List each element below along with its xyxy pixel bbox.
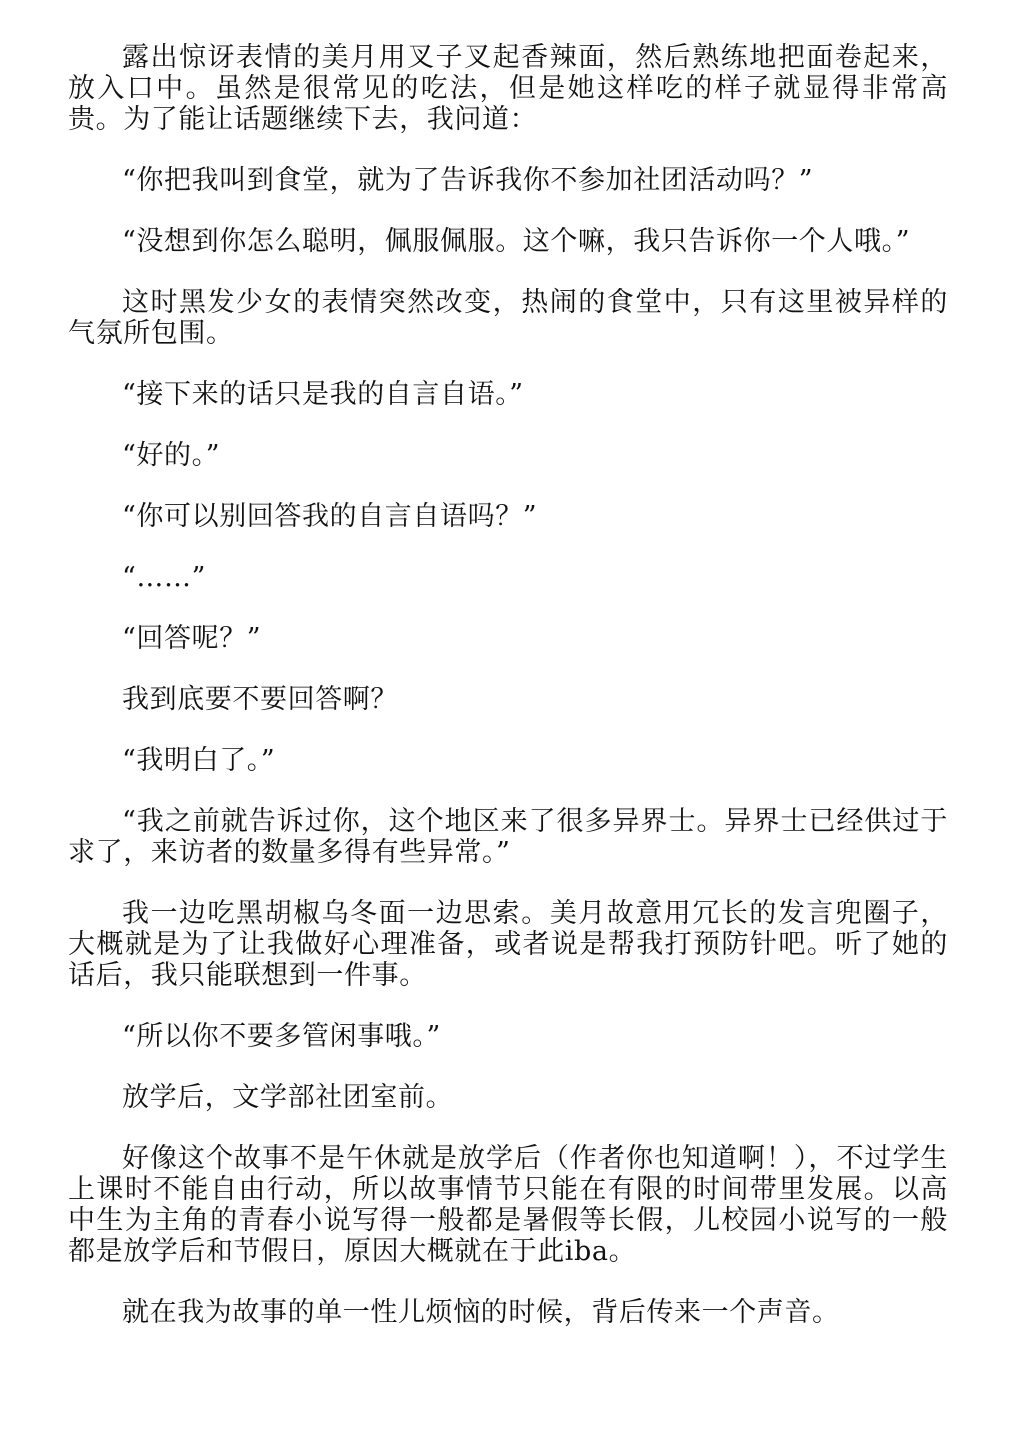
paragraph: “接下来的话只是我的自言自语。” [122,379,524,410]
paragraph: 我一边吃黑胡椒乌冬面一边思索。美月故意用冗长的发言兜圈子，大概就是为了让我做好心理准备，或者说是帮我打预防针吧。听了她的话后，我只能联想到一件事。 [68,898,948,991]
paragraph: 放学后，文学部社团室前。 [122,1082,454,1113]
paragraph: “我之前就告诉过你，这个地区来了很多异界士。异界士已经供过于求了，来访者的数量多得有些异常。” [68,806,948,868]
body-text [68,42,948,1358]
paragraph: 这时黑发少女的表情突然改变，热闹的食堂中，只有这里被异样的气氛所包围。 [68,287,948,349]
paragraph: “所以你不要多管闲事哦。” [122,1021,441,1052]
paragraph: 就在我为故事的单一性儿烦恼的时候，背后传来一个声音。 [122,1297,840,1328]
paragraph: “好的。” [122,440,221,471]
paragraph: “你可以别回答我的自言自语吗？” [122,501,538,532]
paragraph: 露出惊讶表情的美月用叉子叉起香辣面，然后熟练地把面卷起来，放入口中。虽然是很常见的吃法，但是她这样吃的样子就显得非常高贵。为了能让话题继续下去，我问道： [68,42,948,135]
paragraph: “我明白了。” [122,745,276,776]
paragraph: “没想到你怎么聪明，佩服佩服。这个嘛，我只告诉你一个人哦。” [122,226,911,257]
paragraph: “……” [122,562,207,593]
paragraph: “回答呢？” [122,623,262,654]
paragraph: “你把我叫到食堂，就为了告诉我你不参加社团活动吗？” [122,165,814,196]
paragraph: 好像这个故事不是午休就是放学后（作者你也知道啊！），不过学生上课时不能自由行动，所以故事情节只能在有限的时间带里发展。以高中生为主角的青春小说写得一般都是暑假等长假，儿校园小说写的一般都是放学后和节假日，原因大概就在于此iba。 [68,1143,948,1267]
paragraph: 我到底要不要回答啊？ [122,684,398,715]
